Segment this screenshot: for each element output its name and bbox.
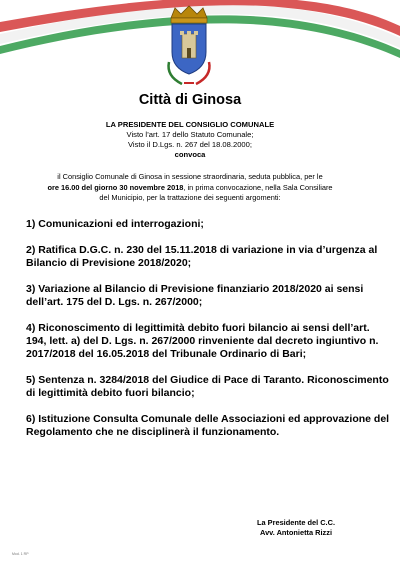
intro-line-1: il Consiglio Comunale di Ginosa in sessione straordinaria, seduta pubblica, per le (57, 172, 323, 181)
president-title: LA PRESIDENTE DEL CONSIGLIO COMUNALE (105, 120, 275, 129)
convocation-header (0, 120, 380, 160)
agenda-item: 6) Istituzione Consulta Comunale delle Associazioni ed approvazione del Regolamento che ne disciplinerà il funzionamento. (26, 413, 390, 438)
convoca-label: convoca (174, 150, 206, 159)
intro-line-2 (10, 183, 370, 194)
town-title: Città di Ginosa (138, 92, 242, 108)
agenda-item: 1) Comunicazioni ed interrogazioni; (26, 218, 204, 230)
signature-block (236, 518, 356, 538)
signature-name: Avv. Antonietta Rizzi (260, 528, 332, 537)
agenda-item: 3) Variazione al Bilancio di Previsione finanziario 2018/2020 ai sensi dell’art. 175 del D. Lgs. n. 267/2000; (26, 283, 364, 308)
form-code: Mod. 1 RP (12, 552, 29, 556)
signature-role: La Presidente del C.C. (256, 518, 336, 527)
visto-statuto: Visto l’art. 17 dello Statuto Comunale; (126, 130, 254, 139)
agenda-item: 4) Riconoscimento di legittimità debito fuori bilancio ai sensi dell’art. 194, lett. a) del D. Lgs. n. 267/2000 rinveniente dal decreto ingiuntivo n. 2017/2018 del 16.05.2018 del Tribunale Ordinario di Bari; (26, 322, 379, 360)
visto-dlgs: Visto il D.Lgs. n. 267 del 18.08.2000; (128, 140, 252, 149)
agenda-list (26, 218, 390, 452)
intro-paragraph (10, 172, 370, 204)
meeting-time-date: ore 16.00 del giorno 30 novembre 2018 (47, 182, 184, 192)
intro-line-2-rest: , in prima convocazione, nella Sala Consiliare (183, 182, 333, 192)
town-crest-icon (160, 4, 218, 88)
agenda-item: 2) Ratifica D.G.C. n. 230 del 15.11.2018 di variazione in via d’urgenza al Bilancio di Previsione 2018/2020; (26, 244, 378, 269)
agenda-item: 5) Sentenza n. 3284/2018 del Giudice di Pace di Taranto. Riconoscimento di legittimità debito fuori bilancio; (26, 374, 389, 399)
intro-line-3: del Municipio, per la trattazione dei seguenti argomenti: (99, 193, 281, 202)
